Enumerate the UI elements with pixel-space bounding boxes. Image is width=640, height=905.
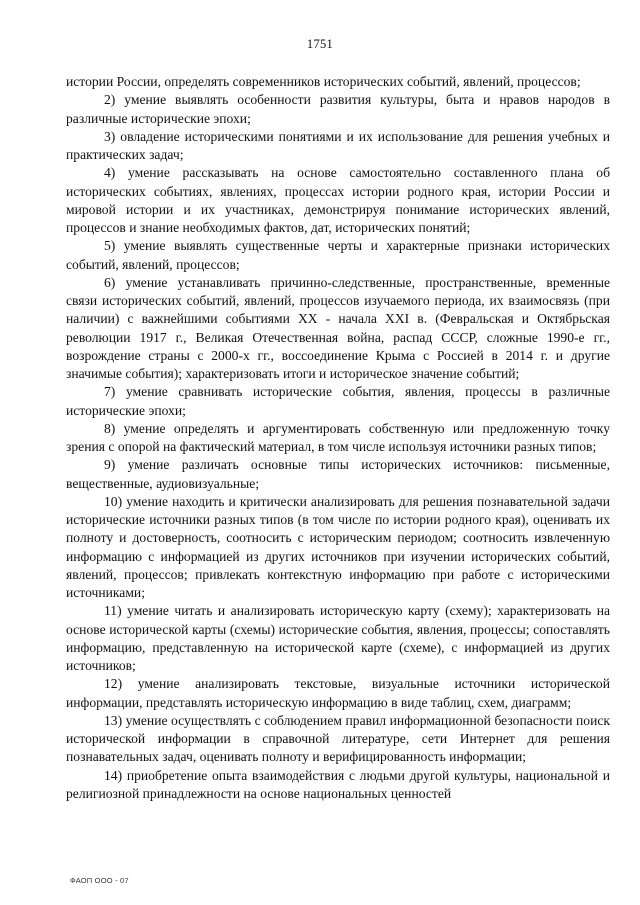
list-item-7: 7) умение сравнивать исторические события, явления, процессы в различные исторические эпохи; [66, 384, 610, 418]
list-item-4: 4) умение рассказывать на основе самостоятельно составленного плана об исторических событиях, явлениях, процессах истории родного края, истории России и мировой истории и их участниках, демонстрируя понимание исторических явлений, процессов и знание необходимых фактов, дат, исторических понятий; [66, 165, 610, 235]
list-item-8: 8) умение определять и аргументировать собственную или предложенную точку зрения с опорой на фактический материал, в том числе используя источники разных типов; [66, 420, 610, 454]
list-item-10: 10) умение находить и критически анализировать для решения познавательной задачи исторические источники разных типов (в том числе по истории родного края), оценивать их полноту и достоверность, соотносить с историческим периодом; соотносить извлеченную информацию с информацией из других источников при изучении исторических событий, явлений, процессов; привлекать контекстную информацию при работе с историческими источниками; [66, 493, 610, 600]
list-item-5: 5) умение выявлять существенные черты и характерные признаки исторических событий, явлений, процессов; [66, 238, 610, 272]
list-item-3: 3) овладение историческими понятиями и их использование для решения учебных и практических задач; [66, 128, 610, 162]
list-item-12: 12) умение анализировать текстовые, визуальные источники исторической информации, представлять историческую информацию в виде таблиц, схем, диаграмм; [66, 676, 610, 710]
page-number: 1751 [306, 37, 334, 51]
list-item-11: 11) умение читать и анализировать историческую карту (схему); характеризовать на основе исторической карты (схемы) исторические события, явления, процессы; сопоставлять информацию, представленную на исторической карте (схеме), с информацией из других источников; [66, 603, 610, 673]
footer-code: ФАОП ООО - 07 [70, 876, 129, 885]
list-item-6: 6) умение устанавливать причинно-следственные, пространственные, временные связи исторических событий, явлений, процессов изучаемого периода, их взаимосвязь (при наличии) с важнейшими событиями XX - начала XXI в. (Февральская и Октябрьская революции 1917 г., Великая Отечественная война, распад СССР, сложные 1990-е гг., возрождение страны с 2000-х гг., воссоединение Крыма с Россией в 2014 г. и другие значимые события); характеризовать итоги и историческое значение событий; [66, 274, 610, 381]
paragraph-continuation: истории России, определять современников исторических событий, явлений, процессов; [66, 74, 581, 89]
list-item-13: 13) умение осуществлять с соблюдением правил информационной безопасности поиск исторической информации в справочной литературе, сети Интернет для решения познавательных задач, оценивать полноту и верифицированность информации; [66, 712, 610, 765]
list-item-14: 14) приобретение опыта взаимодействия с людьми другой культуры, национальной и религиозной принадлежности на основе национальных ценностей [66, 767, 610, 801]
list-item-2: 2) умение выявлять особенности развития культуры, быта и нравов народов в различные исторические эпохи; [66, 92, 610, 126]
list-item-9: 9) умение различать основные типы исторических источников: письменные, вещественные, аудиовизуальные; [66, 457, 610, 491]
body-text [66, 73, 610, 803]
